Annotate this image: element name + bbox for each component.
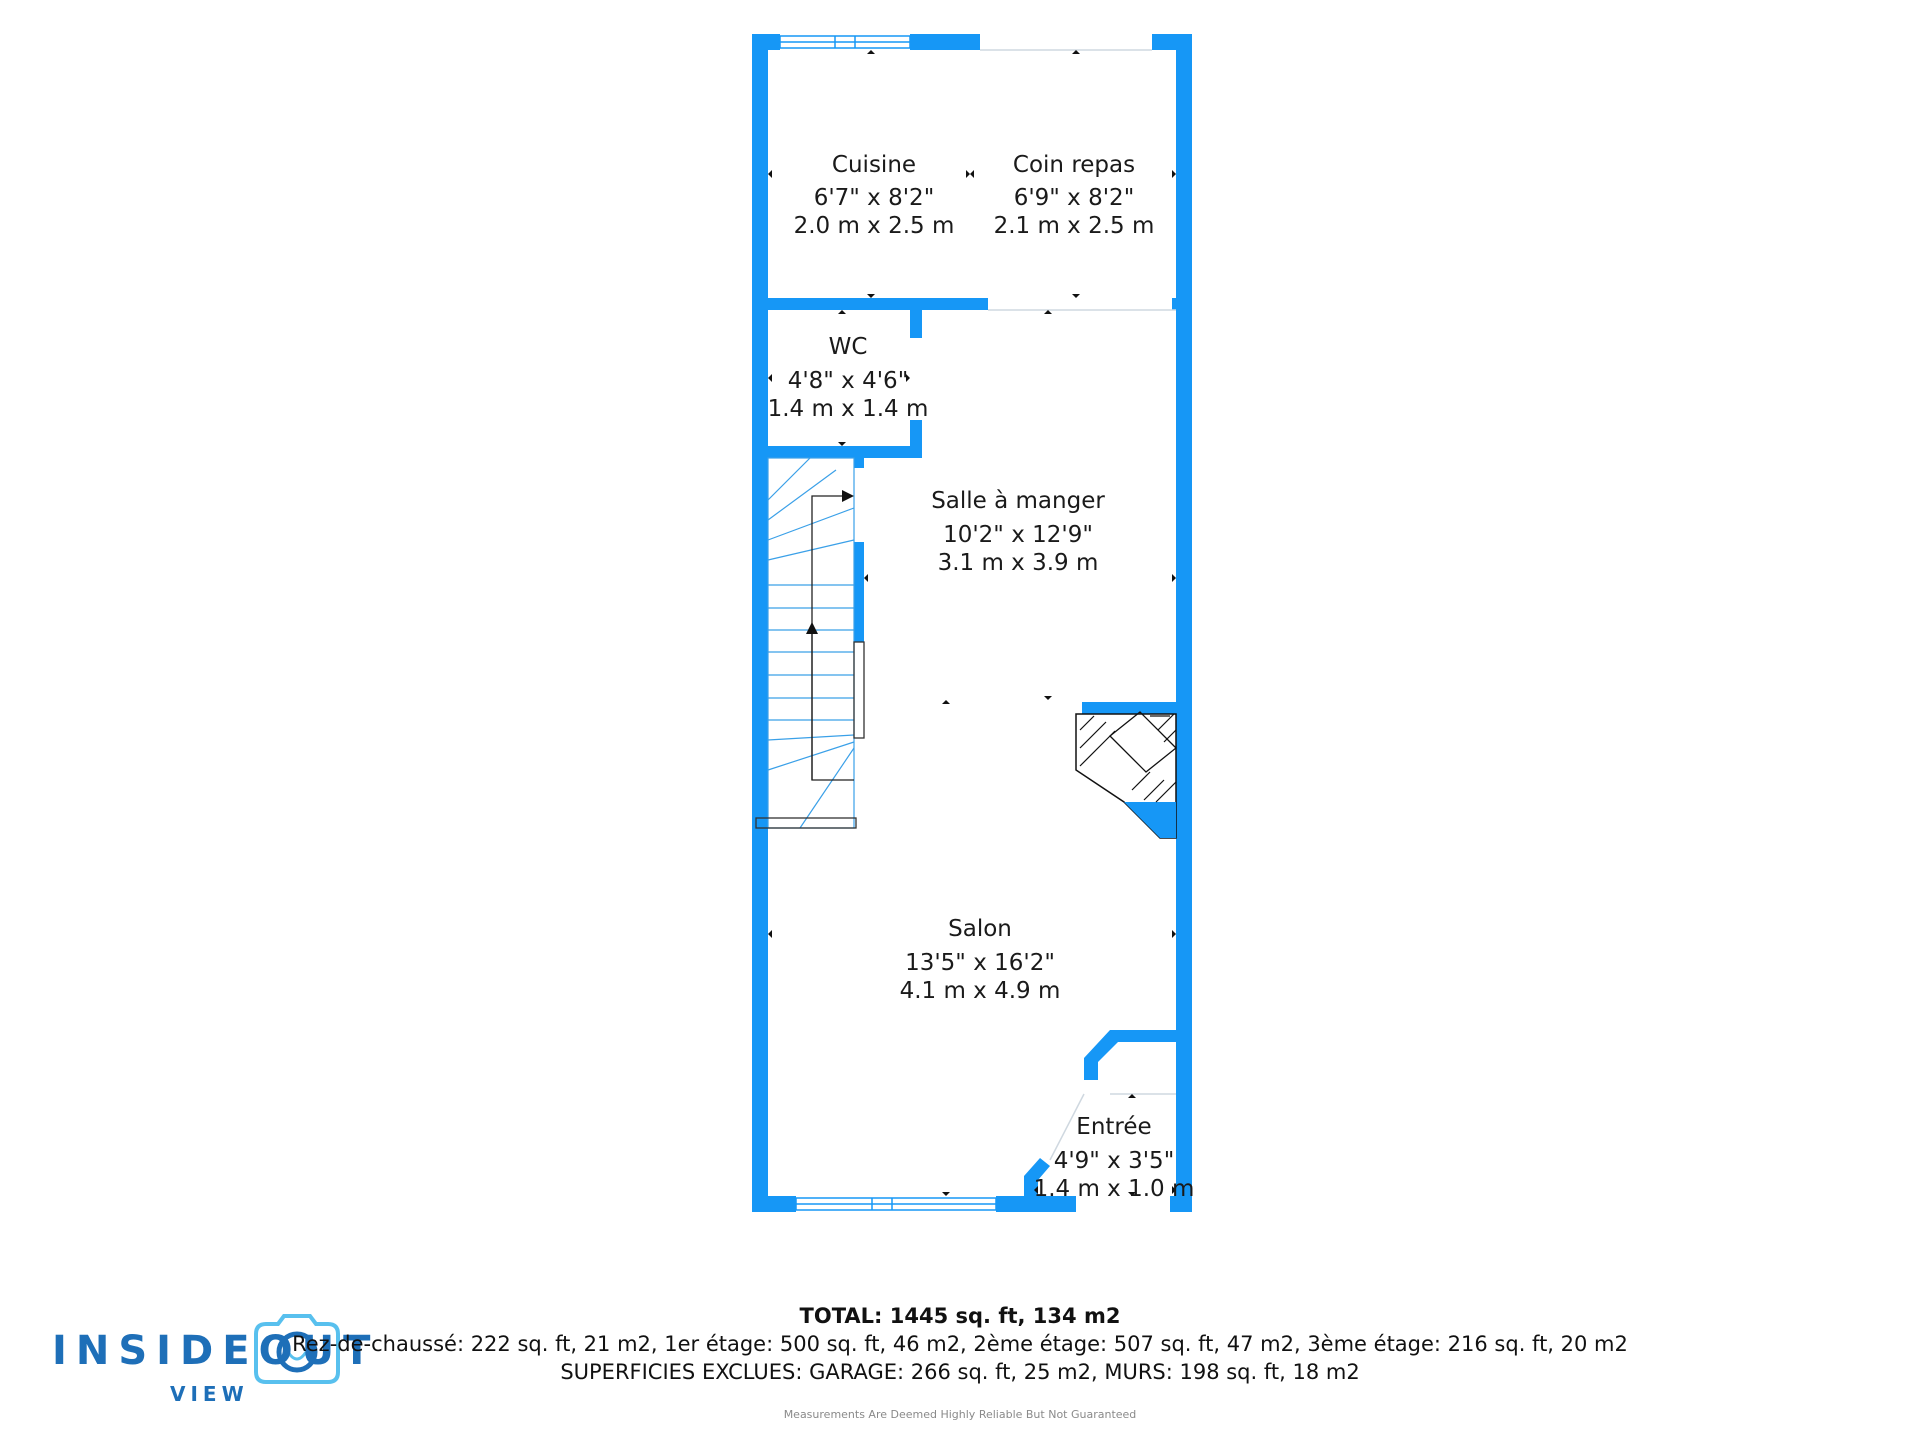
room-label-cuisine <box>794 152 955 239</box>
room-name: Salon <box>948 916 1012 942</box>
room-dim-metric: 2.1 m x 2.5 m <box>993 213 1155 239</box>
wall-fireplace-top <box>1082 702 1192 714</box>
wall-wc-right-top <box>910 310 922 338</box>
wall-top-mid <box>910 34 980 50</box>
room-name: Entrée <box>1076 1114 1152 1140</box>
total-area: TOTAL: 1445 sq. ft, 134 m2 <box>799 1304 1121 1328</box>
disclaimer: Measurements Are Deemed Highly Reliable But Not Guaranteed <box>783 1408 1137 1421</box>
wall-dining-stub <box>1172 298 1182 310</box>
wall-entry-diagonal <box>1084 1030 1120 1080</box>
wall-entry-top <box>1110 1030 1180 1042</box>
room-label-coin-repas <box>994 152 1155 239</box>
room-dim-imperial: 4'9" x 3'5" <box>1053 1148 1175 1174</box>
room-label-entree <box>1034 1114 1195 1202</box>
room-dim-metric: 1.4 m x 1.0 m <box>1033 1176 1195 1202</box>
room-dim-imperial: 6'7" x 8'2" <box>813 185 935 211</box>
room-label-wc <box>768 334 929 422</box>
room-dim-metric: 1.4 m x 1.4 m <box>767 396 929 422</box>
wall-stair-partition <box>854 542 864 642</box>
wall-stair-partition-top <box>854 458 864 468</box>
room-dim-imperial: 10'2" x 12'9" <box>943 522 1093 548</box>
room-dim-metric: 4.1 m x 4.9 m <box>899 978 1061 1004</box>
stair-arrows <box>806 490 854 634</box>
room-name: Salle à manger <box>931 488 1105 514</box>
fireplace <box>1076 712 1176 838</box>
room-dim-imperial: 4'8" x 4'6" <box>787 368 909 394</box>
excluded-areas: SUPERFICIES EXCLUES: GARAGE: 266 sq. ft, 25 m2, MURS: 198 sq. ft, 18 m2 <box>560 1360 1360 1384</box>
logo-wordmark: INSIDEOUT <box>52 1328 380 1374</box>
room-dim-metric: 2.0 m x 2.5 m <box>793 213 955 239</box>
logo-subtitle: VIEW <box>170 1382 249 1406</box>
room-name: Cuisine <box>831 152 917 178</box>
wall-left <box>752 34 768 1212</box>
room-name: Coin repas <box>1012 152 1136 178</box>
stair-direction <box>756 496 864 828</box>
staircase <box>768 458 854 828</box>
room-label-salle-a-manger <box>931 488 1105 576</box>
wall-top-left <box>752 34 780 50</box>
room-dim-metric: 3.1 m x 3.9 m <box>937 550 1099 576</box>
floor-areas: Rez-de-chaussé: 222 sq. ft, 21 m2, 1er étage: 500 sq. ft, 46 m2, 2ème étage: 507 sq. ft, 47 m2, 3ème étage: 216 sq. ft, 20 m2 <box>292 1332 1628 1356</box>
wall-kitchen-bottom <box>752 298 988 310</box>
room-name: WC <box>828 334 868 360</box>
wall-wc-bottom <box>752 446 922 458</box>
wall-top-right <box>1152 34 1192 50</box>
room-dim-imperial: 6'9" x 8'2" <box>1013 185 1135 211</box>
area-summary <box>0 1302 1920 1421</box>
wall-bottom-left <box>752 1196 796 1212</box>
room-dim-imperial: 13'5" x 16'2" <box>905 950 1055 976</box>
room-label-salon <box>900 916 1061 1004</box>
